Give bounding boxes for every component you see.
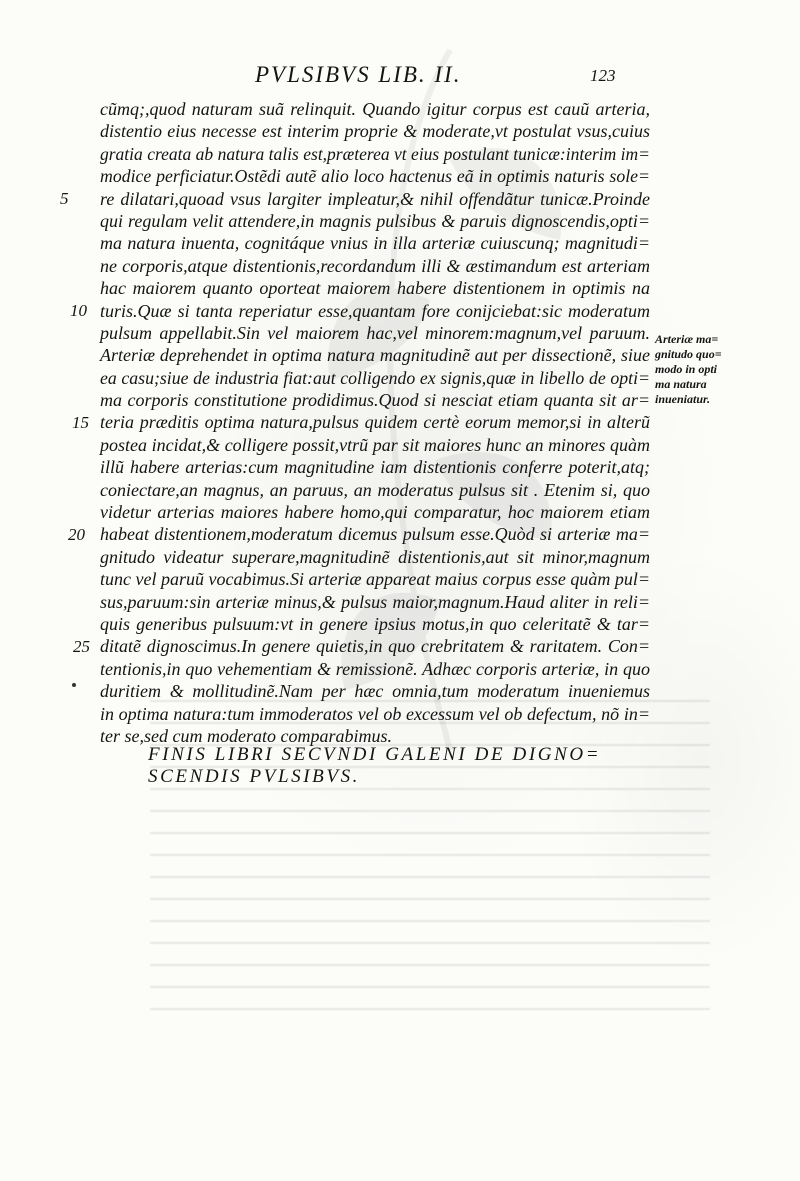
marginal-note-line: Arteriæ ma= [655,332,719,346]
text-line: sus,paruum:sin arteriæ minus,& pulsus maior,magnum.Haud aliter in reli= [100,591,650,612]
text-line: qui regulam velit attendere,in magnis pulsibus & paruis dignoscendis,opti= [100,210,650,231]
running-title: PVLSIBVS LIB. II. [255,62,462,87]
text-line: distentio eius necesse est interim proprie & moderate,vt postulat vsus,cuius [100,121,650,142]
text-line: in optima natura:tum immoderatos vel ob excessum vel ob defectum, nõ in= [100,703,650,724]
marginal-note-line: ma natura [655,377,707,391]
text-line: tunc vel paruũ vocabimus.Si arteriæ appareat maius corpus esse quàm pul= [100,569,650,590]
marginal-note-line: inueniatur. [655,392,711,406]
text-line: hac maiorem quanto oporteat maiorem habere distentionem in optimis na [100,278,650,299]
line-number: 20 [68,525,85,544]
text-line: Arteriæ deprehendet in optima natura magnitudinẽ aut per dissectionẽ, siue [100,345,650,366]
marginal-note-line: modo in opti [655,362,718,376]
text-line: ma corporis constitutione prodidimus.Quod si nesciat etiam quanta sit ar= [100,390,650,411]
line-number: 25 [73,637,90,656]
page-number: 123 [590,66,616,85]
line-number: 5 [60,189,69,208]
main-text-block [100,98,650,747]
colophon-line: SCENDIS PVLSIBVS. [148,766,361,787]
text-line: coniectare,an magnus, an paruus, an moderatus pulsus sit . Etenim si, quo [100,479,650,500]
text-line: gnitudo videatur superare,magnitudinẽ distentionis,aut sit minor,magnum [100,546,650,567]
text-line: postea incidat,& colligere possit,vtrũ par sit maiores hunc an minores quàm [100,434,650,455]
text-line: quis generibus pulsuum:vt in genere ipsius motus,in quo celeritatẽ & tar= [100,613,650,634]
text-line: re dilatari,quoad vsus largiter impleatur,& nihil offendãtur tunicæ.Proinde [100,188,650,209]
text-line: cũmq;,quod naturam suã relinquit. Quando igitur corpus est cauũ arteria, [100,99,650,119]
text-line: teria præditis optima natura,pulsus quidem certè eorum memor,si in alterũ [100,412,650,433]
marginal-note [655,332,790,407]
text-line: modice perficiatur.Ostẽdi autẽ alio loco hactenus eã in optimis naturis sole= [100,166,650,187]
text-line: illũ habere arterias:cum magnitudine iam distentionis conferre poterit,atq; [100,457,650,478]
text-line: pulsum appellabit.Sin vel maiorem hac,vel minorem:magnum,vel paruum. [100,322,650,343]
ink-dot [72,683,76,687]
text-line: duritiem & mollitudinẽ.Nam per hæc omnia,tum moderatum inueniemus [100,681,650,702]
colophon-line: FINIS LIBRI SECVNDI GALENI DE DIGNO= [148,744,602,765]
line-number: 15 [72,413,89,432]
marginal-note-line: gnitudo quo= [655,347,722,361]
text-line: ne corporis,atque distentionis,recordandum illi & æstimandum est arteriam [100,255,650,276]
text-line: turis.Quæ si tanta reperiatur esse,quantam fore conijciebat:sic moderatum [100,300,650,321]
text-line: ma natura inuenta, cognitáque vnius in illa arteriæ cuiuscunq; magnitudi= [100,233,650,254]
text-line: ditatẽ dignoscimus.In genere quietis,in quo crebritatem & raritatem. Con= [100,636,650,657]
colophon [148,744,648,788]
text-line: gratia creata ab natura talis est,præterea vt eius postulant tunicæ:interim im= [100,143,650,164]
page-header [0,62,800,92]
text-line: ter se,sed cum moderato comparabimus. [100,725,392,746]
text-line: ea casu;siue de industria fiat:aut colligendo ex signis,quæ in libello de opti= [100,367,650,388]
text-line: tentionis,in quo vehementiam & remissionẽ. Adhæc corporis arteriæ, in quo [100,658,650,679]
text-line: videtur arterias maiores habere homo,qui comparatur, hoc maiorem etiam [100,502,650,523]
line-number: 10 [70,301,87,320]
text-line: habeat distentionem,moderatum dicemus pulsum esse.Quòd si arteriæ ma= [100,524,650,545]
